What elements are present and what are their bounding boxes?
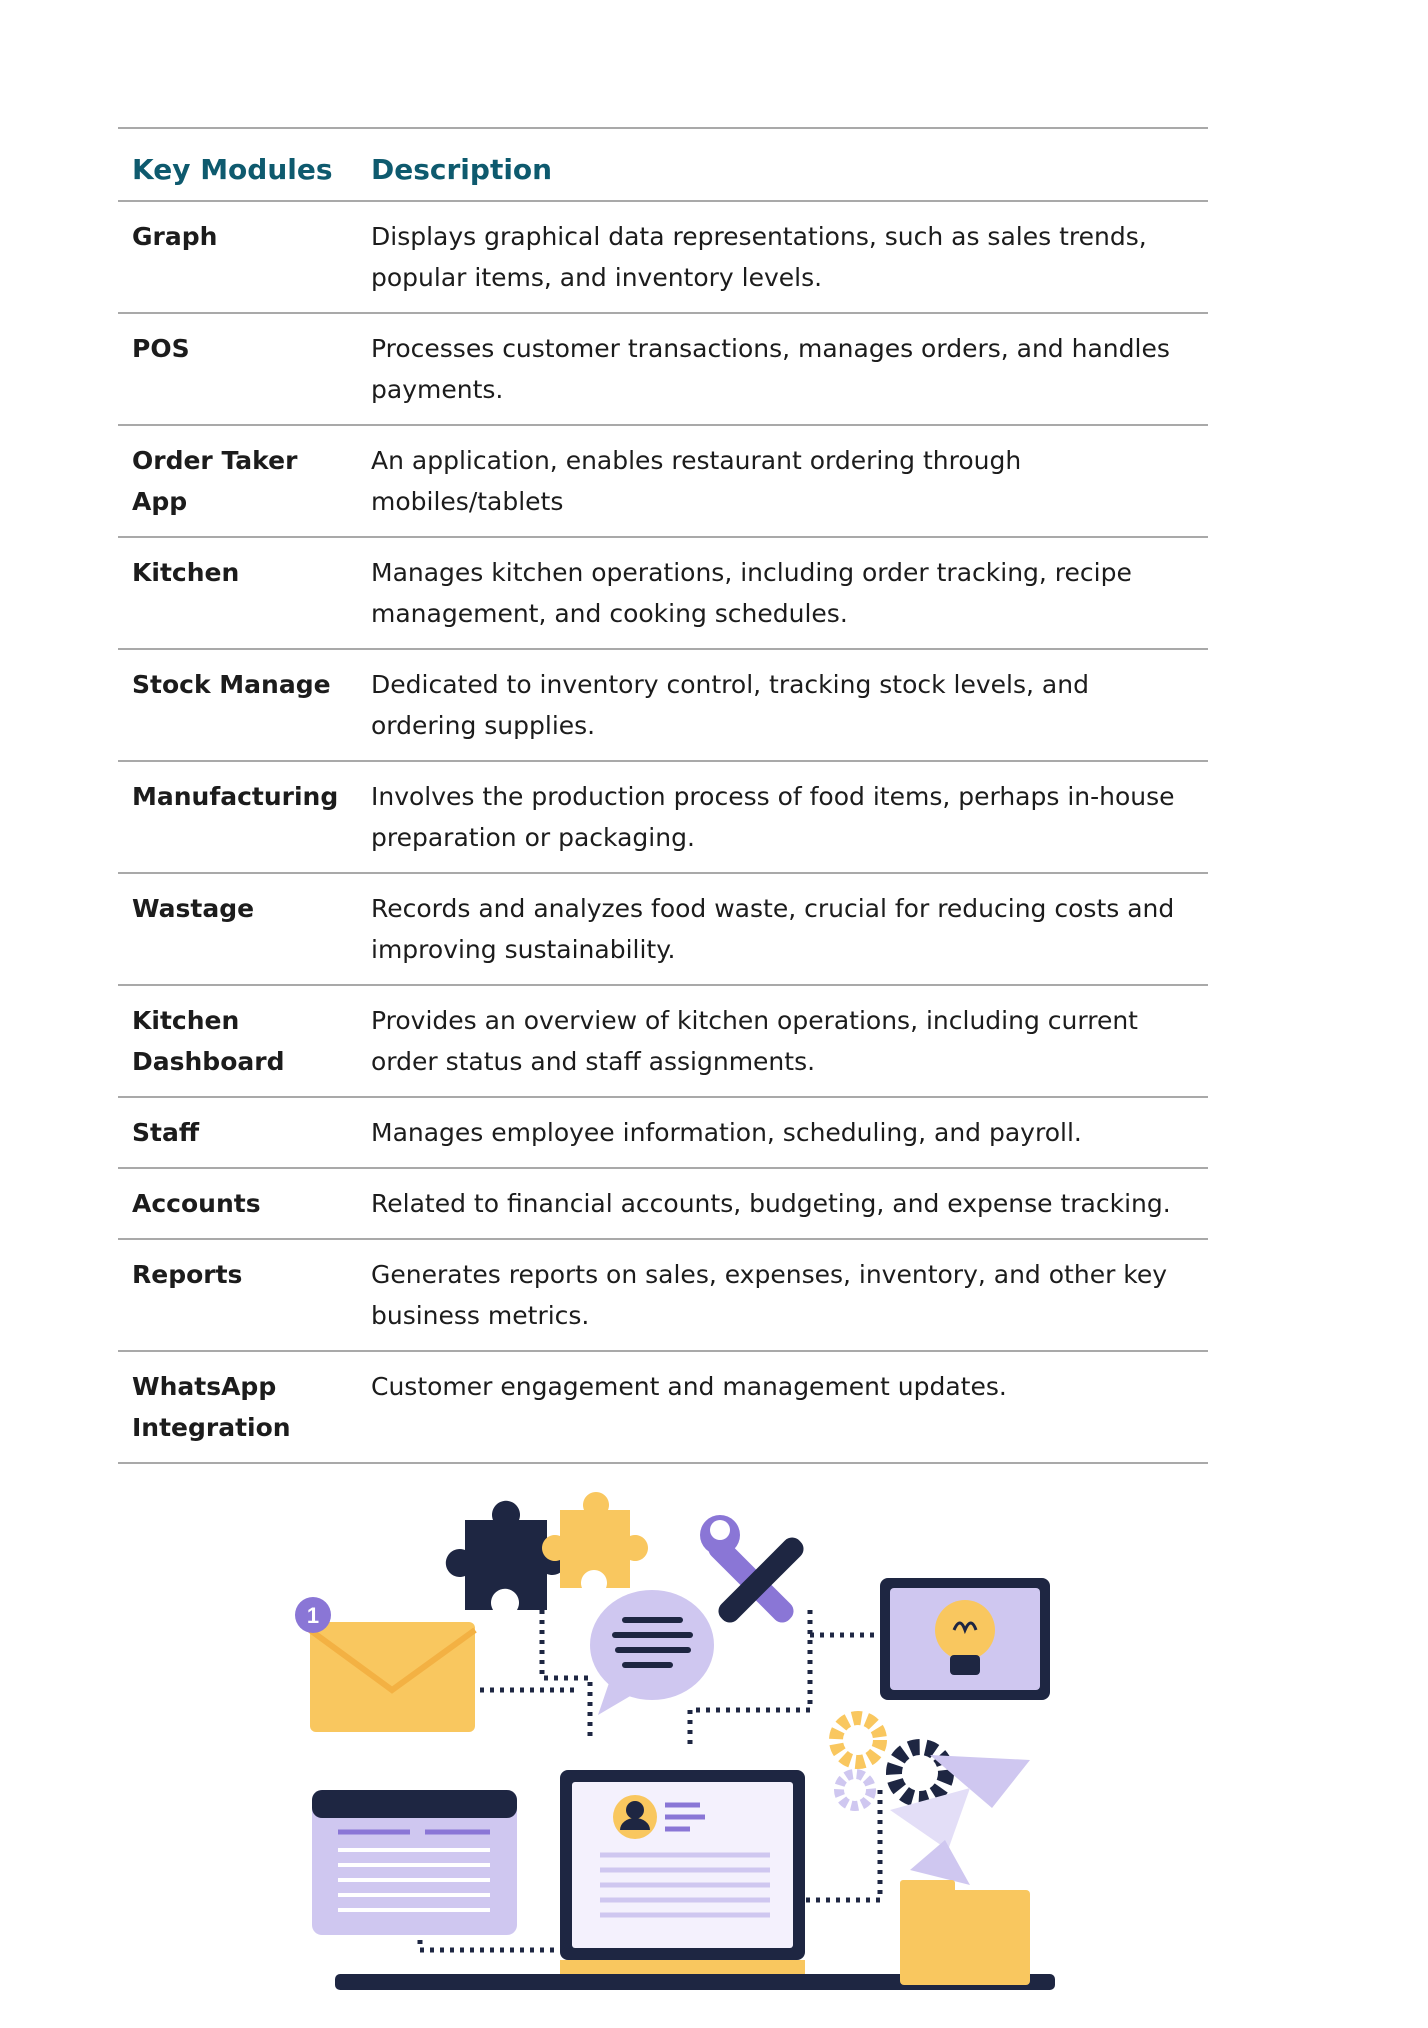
module-name: Reports [132,1260,243,1289]
table-row [118,1239,1208,1351]
key-modules-table [118,127,1208,1464]
table-row [118,537,1208,649]
module-description: An application, enables restaurant ordering through mobiles/tablets [371,446,1022,516]
module-description: Generates reports on sales, expenses, inventory, and other key business metrics. [371,1260,1168,1330]
table-header-row [118,128,1208,201]
gear-icon [836,1718,946,1806]
table-row [118,649,1208,761]
module-description: Records and analyzes food waste, crucial for reducing costs and improving sustainability. [371,894,1175,964]
table-row [118,201,1208,313]
module-description: Related to financial accounts, budgeting, and expense tracking. [371,1189,1171,1218]
document-icon [312,1790,517,1935]
module-name: Order Taker App [132,446,298,516]
mail-icon [295,1597,475,1732]
table-row [118,761,1208,873]
module-name: Staff [132,1118,200,1147]
chat-bubble-icon [590,1590,714,1715]
table-row [118,985,1208,1097]
integration-illustration [280,1490,1130,2010]
table-row [118,425,1208,537]
table-row [118,1351,1208,1463]
header-description: Description [371,153,553,186]
module-name: Accounts [132,1189,261,1218]
puzzle-icon [446,1492,648,1610]
lightbulb-icon [880,1578,1050,1700]
table-row [118,873,1208,985]
module-name: Stock Manage [132,670,331,699]
tools-icon [700,1515,808,1627]
module-description: Provides an overview of kitchen operations, including current order status and staff assignments. [371,1006,1138,1076]
table-row [118,1097,1208,1168]
module-description: Customer engagement and management updates. [371,1372,1007,1401]
module-description: Manages employee information, scheduling, and payroll. [371,1118,1082,1147]
table-row [118,1168,1208,1239]
module-description: Manages kitchen operations, including order tracking, recipe management, and cooking schedules. [371,558,1132,628]
notification-badge: 1 [306,1603,320,1628]
module-name: Kitchen [132,558,240,587]
module-name: POS [132,334,190,363]
module-name: Kitchen Dashboard [132,1006,285,1076]
module-name: WhatsApp Integration [132,1372,291,1442]
module-name: Wastage [132,894,255,923]
module-description: Involves the production process of food items, perhaps in-house preparation or packaging. [371,782,1175,852]
module-description: Displays graphical data representations, such as sales trends, popular items, and inventory levels. [371,222,1147,292]
module-description: Dedicated to inventory control, tracking stock levels, and ordering supplies. [371,670,1089,740]
header-key-modules: Key Modules [132,153,333,186]
module-description: Processes customer transactions, manages orders, and handles payments. [371,334,1170,404]
module-name: Manufacturing [132,782,339,811]
module-name: Graph [132,222,218,251]
table-row [118,313,1208,425]
